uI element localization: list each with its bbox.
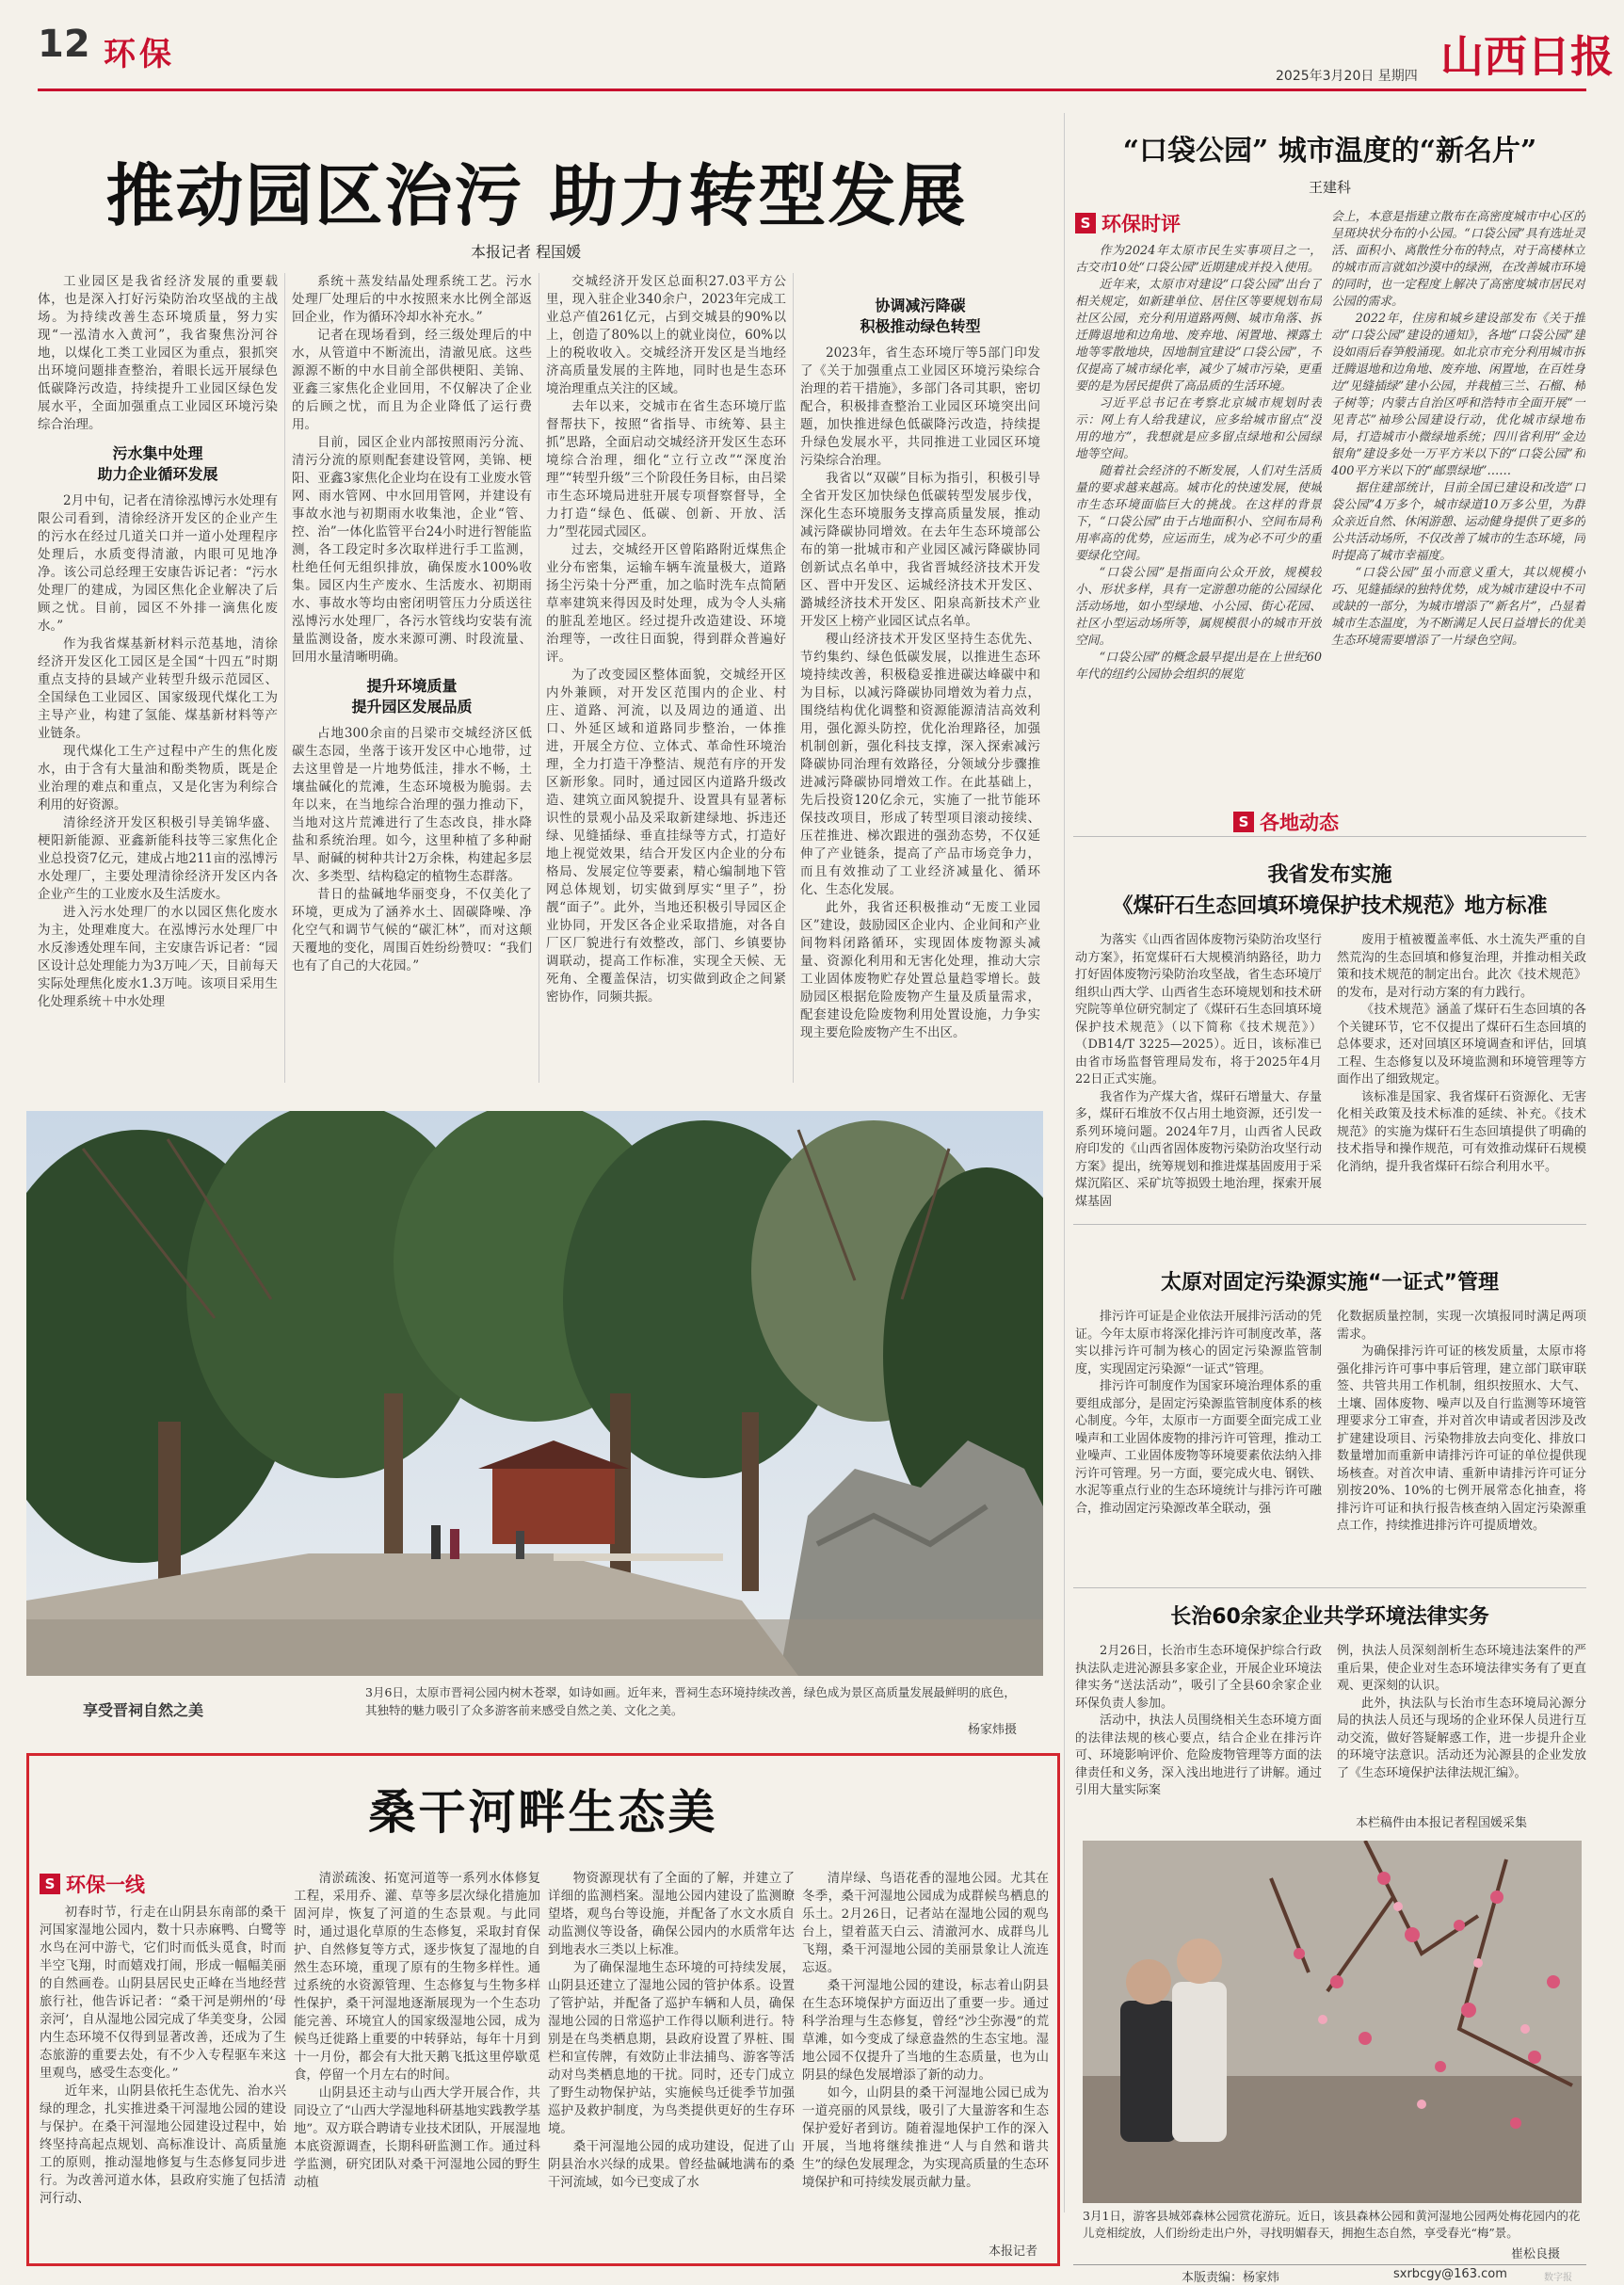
watermark: 数字报 — [1544, 2273, 1572, 2283]
page-number: 12 — [38, 23, 90, 66]
page-editor: 本版责编：杨家炜 — [1182, 2271, 1280, 2285]
header-rule — [38, 89, 1586, 91]
divider — [1073, 1587, 1586, 1588]
issue-date: 2025年3月20日 星期四 — [1276, 69, 1418, 84]
divider — [1073, 1224, 1586, 1225]
local-news-tag: S 各地动态 — [1233, 808, 1339, 836]
section-rule — [1064, 113, 1065, 2213]
permit-headline: 太原对固定污染源实施“一证式”管理 — [1161, 1271, 1499, 1295]
commentary-column-1: 作为2024年太原市民生实事项目之一，古交市10处“口袋公园”近期建成并投入使用。 近年来，太原市对建设“口袋公园”出台了相关规定，如新建单位、居住区等要规划布局社区公园，充分利用道路两侧、城市角落、拆迁腾退地和边角地、废弃地、闲置地、裸露土地等零散地块，因地制宜建设“口袋公园”，不仅提高了城市绿化率，减少了城市污染，更重要的是为居民提供了高品质的生活环境。 习近平总书记在考察北京城市规划时表示：网上有人给我建议，应多给城市留点“没用的地方”，我想就是应多留点绿地和公园绿地等空间。 随着社会经济的不断发展，人们对生活质量的要求越来越高。城市化的快速发展，使城市生态环境面临巨大的挑战。在这样的背景下，“口袋公园”由于占地面积小、空间布局利用率高的优势，应运而生，成为必不可少的重要绿化空间。 “口袋公园”是指面向公众开放，规模较小、形状多样，具有一定游憩功能的公园绿化活动场地，如小型绿地、小公园、街心花园、社区小型运动场所等，属规模很小的城市开放空间。 “口袋公园”的概念最早提出是在上世纪60年代的纽约公园协会组织的展览 — [1075, 244, 1322, 682]
lead-column-2: 系统＋蒸发结晶处理系统工艺。污水处理厂处理后的中水按照来水比例全部返回企业，作为循环冷却水补充水。” 记者在现场看到，经三级处理后的中水，从管道中不断流出，清澈见底。这些源源不断的中水目前全部供梗阳、美锦、亚鑫三家焦化企业回用，不仅解决了企业的后顾之忧，而且为企业降低了运行费用。 目前，园区企业内部按照雨污分流、清污分流的原则配套建设管网，美锦、梗阳、亚鑫3家焦化企业均在设有工业废水管网、雨水管网、中水回用管网，并建设有事故水池与初期雨水收集池，企业“管、控、治”一体化监管平台24小时进行智能监测，各工段定时多次取样进行手工监测，杜绝任何无组织排放，确保废水100%收集。园区内生产废水、生活废水、初期雨水、事故水等均由密闭明管压力分质送往泓博污水处理厂，各污水管线均安装有流量监测设备，废水来源可溯、时段流量、回用水量清晰明确。 提升环境质量 提升园区发展品质 占地300余亩的吕梁市交城经济区低碳生态园，坐落于该开发区中心地带，过去这里曾是一片地势低洼，排水不畅，土壤盐碱化的荒滩，生态环境极为脆弱。去年以来，在当地综合治理的强力推动下，当地对这片荒滩进行了生态改良，排水降盐和系统治理。如今，这里种植了多种耐旱、耐碱的树种共计2万余株，构建起多层次、多类型、结构稳定的植物生态群落。 昔日的盐碱地华丽变身，不仅美化了环境，更成为了涵养水土、固碳降噪、净化空气和调节气候的“碳汇林”，而对这颠天覆地的变化，周围百姓纷纷赞叹：“我们也有了自己的大花园。” — [292, 274, 532, 974]
lead-byline: 本报记者 程国媛 — [471, 243, 582, 261]
riverside-column-tag: S 环保一线 — [40, 1870, 145, 1898]
law-column-2: 例，执法人员深刻剖析生态环境违法案件的严重后果，使企业对生态环境法律实务有了更直观、更深刻的认识。 此外，执法队与长治市生态环境局沁源分局的执法人员还与现场的企业环保人员进行互动交流，做好答疑解惑工作，进一步提升企业的环境守法意识。活动还为沁源县的企业发放了《生态环境保护法律法规汇编》。 — [1337, 1644, 1586, 1780]
lead-column-3: 交城经济开发区总面积27.03平方公里，现入驻企业340余户，2023年完成工业总产值261亿元，占到交城县的90%以上，创造了80%以上的就业岗位，60%以上的税收收入。交城经济开发区是当地经济高质量发展的主阵地，同时也是生态环境治理重点关注的区域。 去年以来，交城市在省生态环境厅监督帮扶下，按照“省指导、市统筹、县主抓”思路，全面启动交城经济开发区生态环境综合治理，细化“立行立改”“深度治理”“转型升级”三个阶段任务目标，由吕梁市生态环境局进驻开展专项督察督导，全力打造“绿色、低碳、创新、开放、活力”型花园式园区。 过去，交城经开区曾陷路附近煤焦企业分布密集，运输车辆车流量极大，道路扬尘污染十分严重，加之临时洗车点简陋草率建筑来得因及时处理，成为令人头痛的脏乱差地区。经过提升改造建设、环境治理等，一改往日面貌，得到群众普遍好评。 为了改变园区整体面貌，交城经开区内外兼顾，对开发区范围内的企业、村庄、道路、河流，以及周边的通道、出口、外延区域和道路同步整治，一体推进，开展全方位、立体式、革命性环境治理，全力打造干净整洁、规范有序的开发区新形象。同时，通过园区内道路升级改造、建筑立面风貌提升、设置具有显著标识性的景观小品及采取新建绿地、拆违还绿、见缝插绿、垂直挂绿等方式，打造好地上视觉效果，结合开发区内企业的分布格局、发展定位等要素，精心编制地下管网总体规划，切实做到厚实“里子”，扮靓“面子”。此外，当地还积极引导园区企业协同，开发区各企业采取措施，对各自厂区厂貌进行有效整改，部门、乡镇要协调联动，提高工作标准，实现全天候、无死角、全覆盖保洁，切实做到政企之间紧密协作，同频共振。 — [546, 274, 786, 1005]
standard-kicker: 我省发布实施 — [1267, 863, 1392, 887]
commentary-author: 王建科 — [1309, 179, 1352, 196]
local-news-credit: 本栏稿件由本报记者程国媛采集 — [1356, 1816, 1528, 1830]
blossom-credit: 崔松良摄 — [1511, 2247, 1561, 2261]
standard-headline: 《煤矸石生态回填环境保护技术规范》地方标准 — [1112, 894, 1548, 918]
blossom-caption: 3月1日，游客县城郊森林公园赏花游玩。近日，该县森林公园和黄河湿地公园两处梅花园内的花儿竞相绽放，人们纷纷走出户外，寻找明媚春天，拥抱生态自然，享受春光“梅”景。 — [1083, 2209, 1581, 2240]
plum-blossom-photo — [1083, 1841, 1582, 2203]
photo-caption-title: 享受晋祠自然之美 — [83, 1701, 204, 1719]
photo-caption-block — [26, 1678, 1043, 1744]
section-title: 环保 — [104, 36, 175, 73]
lead-column-1: 工业园区是我省经济发展的重要载体，也是深入打好污染防治攻坚战的主战场。为持续改善生态环境质量，努力实现“一泓清水入黄河”，我省聚焦汾河谷地，以煤化工类工业园区为重点，狠抓突出环境问题排查整治，着眼长远开展绿色低碳降污改造，持续提升工业园区绿色发展水平，全面加强重点工业园区环境污染综合治理。 污水集中处理 助力企业循环发展 2月中旬，记者在清徐泓博污水处理有限公司看到，清徐经济开发区的企业产生的污水在经过几道关口并一道小处理程序处理后，水质变得清澈，内眼可见地净净。该公司总经理王安康告诉记者：“污水处理厂的建成，为园区焦化企业解决了后顾之忧。目前，园区不外排一滴焦化废水。” 作为我省煤基新材料示范基地，清徐经济开发区化工园区是全国“十四五”时期重点支持的县域产业转型升级示范园区、全国绿色工业园区、国家级现代煤化工为主导产业，构建了氢能、煤基新材料等产业链条。 现代煤化工生产过程中产生的焦化废水，由于含有大量油和酚类物质，既是企业治理的难点和重点，又是化害为利综合利用的好资源。 清徐经济开发区积极引导美锦华盛、梗阳新能源、亚鑫新能科技等三家焦化企业总投资7亿元，建成占地211亩的泓博污水处理厂，主要处理清徐经济开发区内各企业产生的工业废水及生活废水。 进入污水处理厂的水以园区焦化废水为主，处理难度大。在泓博污水处理厂中水反渗透处理车间，主安康告诉记者：“园区设计总处理能力为3万吨／天，目前每天实际处理焦化废水1.3万吨。该项目采用生化处理系统＋中水处理 — [38, 274, 278, 1009]
riverside-column-3: 物资源现状有了全面的了解，并建立了详细的监测档案。湿地公园内建设了监测瞭望塔，观鸟台等设施，并配备了水文水质自动监测仪等设备，确保公园内的水质常年达到地表水三类以上标准。 为了确保湿地生态环境的可持续发展，山阴县还建立了湿地公园的管护体系。设置了管护站，并配备了巡护车辆和人员，确保湿地公园的日常巡护工作得以顺利进行。特别是在鸟类栖息期，县政府设置了界桩、围栏和宣传牌，有效防止非法捕鸟、游客等活动对鸟类栖息地的干扰。同时，还专门成立了野生动物保护站，实施候鸟迁徙季节加强巡护及救护制度，为鸟类提供更好的生存环境。 桑干河湿地公园的成功建设，促进了山阴县治水兴绿的成果。曾经盐碱地满布的桑干河流域，如今已变成了水 — [548, 1872, 795, 2190]
column-rule — [284, 273, 285, 1083]
riverside-headline: 桑干河畔生态美 — [368, 1784, 718, 1840]
law-headline: 长治60余家企业共学环境法律实务 — [1170, 1605, 1489, 1629]
blossom-scene-illustration — [1083, 1841, 1582, 2203]
standard-column-1: 为落实《山西省固体废物污染防治攻坚行动方案》，拓宽煤矸石大规模消纳路径，助力打好固体废物污染防治攻坚战，省生态环境厅组织山西大学、山西省生态环境规划和技术研究院等单位研究制定了《煤矸石生态回填环境保护技术规范》（以下简称《技术规范》）（DB14/T 3225—2025）。近日，该标准已由省市场监督管理局发布，将于2025年4月22日正式实施。 我省作为产煤大省，煤矸石增量大、存量多，煤矸石堆放不仅占用土地资源，还引发一系列环境问题。2024年7月，山西省人民政府印发的《山西省固体废物污染防治攻坚行动方案》提出，统筹规划和推进煤基固废用于采煤沉陷区、采矿坑等损毁土地治理，探索开展煤基固 — [1075, 933, 1322, 1209]
photo-credit: 杨家炜摄 — [968, 1723, 1018, 1737]
riverside-column-2: 清淤疏浚、拓宽河道等一系列水体修复工程，采用乔、灌、草等多层次绿化措施加固河岸，恢复了河道的生态景观。与此同时，通过退化草原的生态修复，采取封育保护、自然修复等方式，逐步恢复了湿地的自然生态环境，重现了原有的生物多样性。通过系统的水资源管理、生态修复与生物多样性保护，桑干河湿地逐渐展现为一个生态功能完善、环境宜人的国家级湿地公园，成为候鸟迁徙路上重要的中转驿站，每年十月到十一月份，都会有大批天鹅飞抵这里停歇觅食，停留一个月左右的时间。 山阴县还主动与山西大学开展合作，共同设立了“山西大学湿地科研基地实践教学基地”。双方联合聘请专业技术团队，开展湿地本底资源调查，长期科研监测工作。通过科学监测，研究团队对桑干河湿地公园的野生动植 — [294, 1872, 540, 2190]
contact-email: sxrbcgy@163.com — [1393, 2267, 1507, 2281]
divider — [1073, 836, 1586, 837]
lead-column-4: 协调减污降碳 积极推动绿色转型 2023年，省生态环境厅等5部门印发了《关于加强重点工业园区环境污染综合治理的若干措施》，多部门各司其职，密切配合，积极排查整治工业园区环境突出问题，加快推进绿色低碳降污改造，持续提升绿色发展水平，共同推进工业园区环境污染综合治理。 我省以“双碳”目标为指引，积极引导全省开发区加快绿色低碳转型发展步伐，深化生态环境服务支撑高质量发展，推动减污降碳协同增效。在去年生态环境部公布的第一批城市和产业园区减污降碳协同创新试点名单中，我省晋城经济技术开发区、晋中开发区、运城经济技术开发区、潞城经济技术开发区、阳泉高新技术产业开发区上榜产业园区试点名单。 稷山经济技术开发区坚持生态优先、节约集约、绿色低碳发展，以推进生态环境持续改善，积极稳妥推进碳达峰碳中和为目标，以减污降碳协同增效为着力点，围绕结构优化调整和资源能源清洁高效利用，强化源头防控，优化治理路径，加强机制创新，强化科技支撑，深入探索减污降碳协同治理有效路径，分领域分步骤推进减污降碳协同增效工作。在此基础上，先后投资120亿余元，实施了一批节能环保技改项目，形成了转型项目滚动接续、压茬推进、梯次跟进的强劲态势，不仅延伸了产业链条，提高了产品市场竞争力，而且有效推动了工业经济减量化、循环化、生态化发展。 此外，我省还积极推动“无废工业园区”建设，鼓励园区企业内、企业间和产业间物料闭路循环，实现固体废物源头减量、资源化利用和无害化处理，推动大宗工业固体废物贮存处置总量趋零增长。鼓励园区根据危险废物产生量及质量需求，配套建设危险废物利用处置设施，力争实现主要危险废物产生不出区。 — [800, 297, 1040, 1040]
column-rule — [793, 273, 794, 1083]
photo-caption-text: 3月6日，太原市晋祠公园内树木苍翠，如诗如画。近年来，晋祠生态环境持续改善，绿色成为景区高质量发展最鲜明的底色，其独特的魅力吸引了众多游客前来感受自然之美、文化之美。 — [365, 1685, 1016, 1717]
commentary-column-2: 会上，本意是指建立散布在高密度城市中心区的呈斑块状分布的小公园。“口袋公园”具有选址灵活、面积小、离散性分布的特点，对于高楼林立的城市而言就如沙漠中的绿洲，在改善城市环境的同时，也一定程度上解决了高密度城市居民对公园的需求。 2022年，住房和城乡建设部发布《关于推动“口袋公园”建设的通知》，各地“口袋公园”建设如雨后春笋般涌现。如北京市充分利用城市拆迁腾退地和边角地、废弃地、闲置地，在百姓身边“见缝插绿”建小公园，并栽植三兰、石榴、柿子树等；内蒙古自治区呼和浩特市全面开展“一见青芯”袖珍公园建设行动，优化城市绿地布局，打造城市小微绿地系统；四川省利用“金边银角”建设多处一万平方米以下的“口袋公园”和400平方米以下的“邮票绿地”…… 据住建部统计，目前全国已建设和改造“口袋公园”4万多个，城市绿道10万多公里，为群众亲近自然、休闲游憩、运动健身提供了更多的公共活动场所，不仅改善了城市的生态环境，同时提高了城市幸福度。 “口袋公园”虽小而意义重大，其以规模小巧、见缝插绿的独特优势，成为城市建设中不可或缺的一部分，为城市增添了“新名片”，凸显着城市生态温度，为不断满足人民日益增长的优美生态环境需要增添了一片绿色空间。 — [1331, 210, 1585, 648]
masthead-logo: 山西日报 — [1440, 31, 1614, 82]
park-scene-illustration — [26, 1111, 1043, 1676]
lead-headline: 推动园区治污 助力转型发展 — [105, 155, 968, 235]
riverside-credit: 本报记者 — [989, 2245, 1038, 2259]
jinci-park-photo — [26, 1111, 1043, 1676]
footer-rule — [1073, 2264, 1586, 2265]
permit-column-2: 化数据质量控制，实现一次填报同时满足两项需求。 为确保排污许可证的核发质量，太原市将强化排污许可事中事后管理，建立部门联审联签、共管共用工作机制，组织按照水、大气、土壤、固体废物、噪声以及自行监测等环境管理要求分工审查，并对首次申请或者因涉及改扩建建设项目、污染物排放去向变化、排放口数量增加而重新申请排污许可证的单位提供现场核查。对首次申请、重新申请排污许可证分别按20%、10%的七例开展常态化抽查，将排污许可证和执行报告核查纳入固定污染源重点工作，持续推进排污许可提质增效。 — [1337, 1310, 1586, 1533]
riverside-column-4: 清岸绿、鸟语花香的湿地公园。尤其在冬季，桑干河湿地公园成为成群候鸟栖息的乐土。2月26日，记者站在湿地公园的观鸟台上，望着蓝天白云、清澈河水、成群鸟儿飞翔，桑干河湿地公园的美丽景象让人流连忘返。 桑干河湿地公园的建设，标志着山阴县在生态环境保护方面迈出了重要一步。通过科学治理与生态修复，曾经“沙尘弥漫”的荒草滩，如今变成了绿意盎然的生态宝地。湿地公园不仅提升了当地的生态质量，也为山阴县的绿色发展增添了新的动力。 如今，山阴县的桑干河湿地公园已成为一道亮丽的风景线，吸引了大量游客和生态保护爱好者到访。随着湿地保护工作的深入开展，当地将继续推进“人与自然和谐共生”的绿色发展理念，为实现高质量的生态环境保护和可持续发展贡献力量。 — [802, 1872, 1049, 2190]
riverside-column-1: 初春时节，行走在山阴县东南部的桑干河国家湿地公园内，数十只赤麻鸭、白鹭等水鸟在河中游弋，它们时而低头觅食，时而半空飞翔，时而嬉戏打闹，形成一幅幅美丽的自然画卷。山阴县居民史正峰在当地经营旅行社，他告诉记者：“桑干河是朔州的‘母亲河’，自从湿地公园完成了华美变身，公园内生态环境不仅得到显著改善，还成为了生态旅游的重要去处，有不少入专程驱车来这里观鸟，感受生态变化。” 近年来，山阴县依托生态优先、治水兴绿的理念，扎实推进桑干河湿地公园的建设与保护。在桑干河湿地公园建设过程中，始终坚持高起点规划、高标准设计、高质量施工的原则，推动湿地修复与生态修复同步进行。为改善河道水体，县政府实施了包括清河行动、 — [40, 1906, 286, 2206]
commentary-headline: “口袋公园” 城市温度的“新名片” — [1122, 135, 1537, 168]
standard-column-2: 废用于植被覆盖率低、水土流失严重的自然荒沟的生态回填和修复治理，并推动相关政策和技术规范的制定出台。此次《技术规范》的发布，是对行动方案的有力践行。 《技术规范》涵盖了煤矸石生态回填的各个关键环节，它不仅提出了煤矸石生态回填的总体要求，还对回填区环境调查和评估，回填工程、生态修复以及环境监测和环境管理等方面作出了细致规定。 该标准是国家、我省煤矸石资源化、无害化相关政策及技术标准的延续、补充。《技术规范》的实施为煤矸石生态回填提供了明确的技术指导和操作规范，可有效推动煤矸石规模化消纳，提升我省煤矸石综合利用水平。 — [1337, 933, 1586, 1174]
commentary-column-tag: S 环保时评 — [1075, 209, 1181, 237]
permit-column-1: 排污许可证是企业依法开展排污活动的凭证。今年太原市将深化排污许可制度改革，落实以排污许可制为核心的固定污染源监管制度，实现固定污染源“一证式”管理。 排污许可制度作为国家环境治理体系的重要组成部分，是固定污染源监管制度体系的核心制度。今年，太原市一方面要全面完成工业噪声和工业固体废物的排污许可管理，推动工业噪声、工业固体废物等环境要素依法纳入排污许可管理。另一方面，要完成火电、钢铁、水泥等重点行业的生态环境统计与排污许可融合，推动固定污染源改革全联动，强 — [1075, 1310, 1322, 1516]
law-column-1: 2月26日，长治市生态环境保护综合行政执法队走进沁源县多家企业，开展企业环境法律实务“送法活动”，吸引了全县60余家企业环保负责人参加。 活动中，执法人员围绕相关生态环境方面的法律法规的核心要点，结合企业在排污许可、环境影响评价、危险废物管理等方面的法律责任和义务，深入浅出地进行了讲解。通过引用大量实际案 — [1075, 1644, 1322, 1797]
